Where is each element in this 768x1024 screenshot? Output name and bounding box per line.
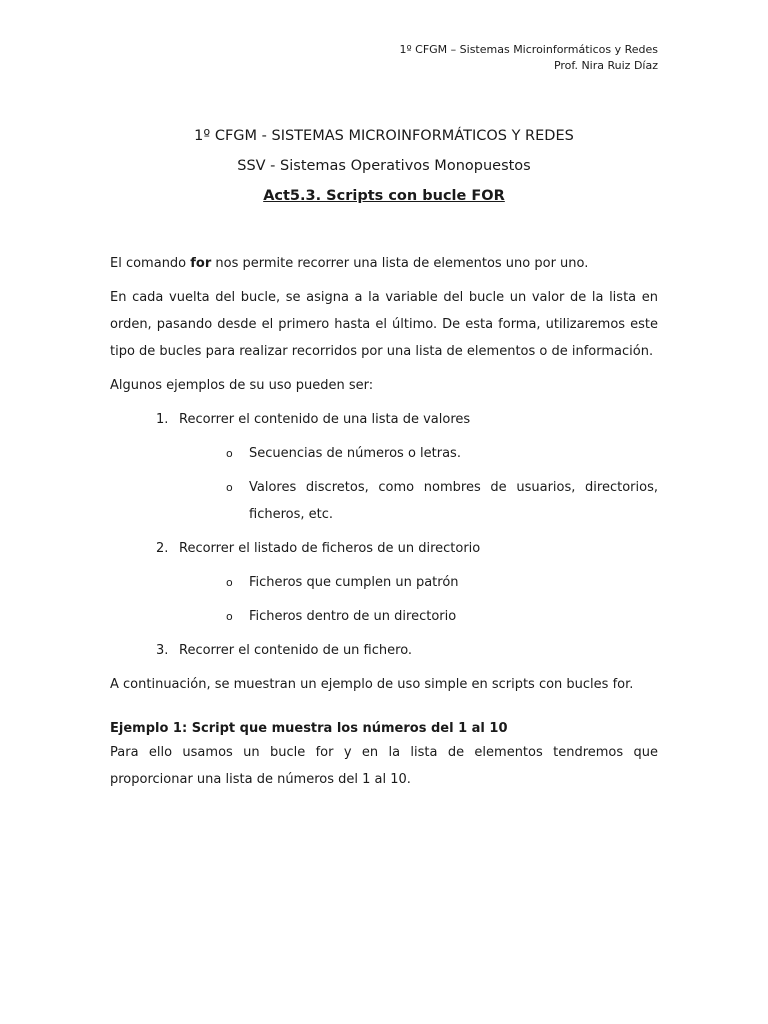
activity-title: Act5.3. Scripts con bucle FOR <box>263 188 505 204</box>
list-item-label: Recorrer el listado de ficheros de un directorio <box>179 541 481 556</box>
list-number: 3. <box>156 643 169 658</box>
section-spacer <box>110 705 658 719</box>
uses-list <box>110 406 658 664</box>
subject-title: SSV - Sistemas Operativos Monopuestos <box>237 158 531 174</box>
uses-list-item-3 <box>110 637 658 664</box>
uses-list-item-1 <box>110 406 658 433</box>
course-title: 1º CFGM - SISTEMAS MICROINFORMÁTICOS Y REDES <box>194 128 574 144</box>
sub-list-item <box>110 569 658 596</box>
list-number: 1. <box>156 412 169 427</box>
list-item-label: Recorrer el contenido de una lista de valores <box>179 412 471 427</box>
intro-paragraph-2: En cada vuelta del bucle, se asigna a la variable del bucle un valor de la lista en orden, pasando desde el primero hasta el último. De esta forma, utilizaremos este tipo de bucles para realizar recorridos por una lista de elementos o de información. <box>110 290 658 359</box>
document-body <box>110 250 658 800</box>
sub-list-item-text: Ficheros dentro de un directorio <box>249 609 457 624</box>
intro-paragraph-3: Algunos ejemplos de su uso pueden ser: <box>110 378 374 393</box>
sub-list-item <box>110 603 658 630</box>
header-teacher-line: Prof. Nira Ruiz Díaz <box>553 59 658 72</box>
intro-text-after: nos permite recorrer una lista de elementos uno por uno. <box>211 256 589 271</box>
sub-list-item-text: Ficheros que cumplen un patrón <box>249 575 459 590</box>
bullet-icon: o <box>226 447 233 460</box>
example-1-title: Ejemplo 1: Script que muestra los números del 1 al 10 <box>110 721 508 736</box>
page-header <box>399 42 658 74</box>
document-titles <box>0 122 768 206</box>
sub-list-item-text: Valores discretos, como nombres de usuarios, directorios, ficheros, etc. <box>249 480 658 522</box>
bullet-icon: o <box>226 610 233 623</box>
intro-text-before: El comando <box>110 256 191 271</box>
intro-paragraph-1 <box>110 250 658 277</box>
sub-list-item <box>110 474 658 528</box>
bullet-icon: o <box>226 481 233 494</box>
uses-list-item-2 <box>110 535 658 562</box>
continuation-paragraph: A continuación, se muestran un ejemplo de uso simple en scripts con bucles for. <box>110 677 634 692</box>
list-number: 2. <box>156 541 169 556</box>
bullet-icon: o <box>226 576 233 589</box>
keyword-for: for <box>190 256 212 271</box>
header-course-line: 1º CFGM – Sistemas Microinformáticos y Redes <box>399 43 658 56</box>
sub-list-item-text: Secuencias de números o letras. <box>249 446 461 461</box>
sub-list-item <box>110 440 658 467</box>
list-item-label: Recorrer el contenido de un fichero. <box>179 643 413 658</box>
example-1-text: Para ello usamos un bucle for y en la lista de elementos tendremos que proporcionar una lista de números del 1 al 10. <box>110 745 658 787</box>
